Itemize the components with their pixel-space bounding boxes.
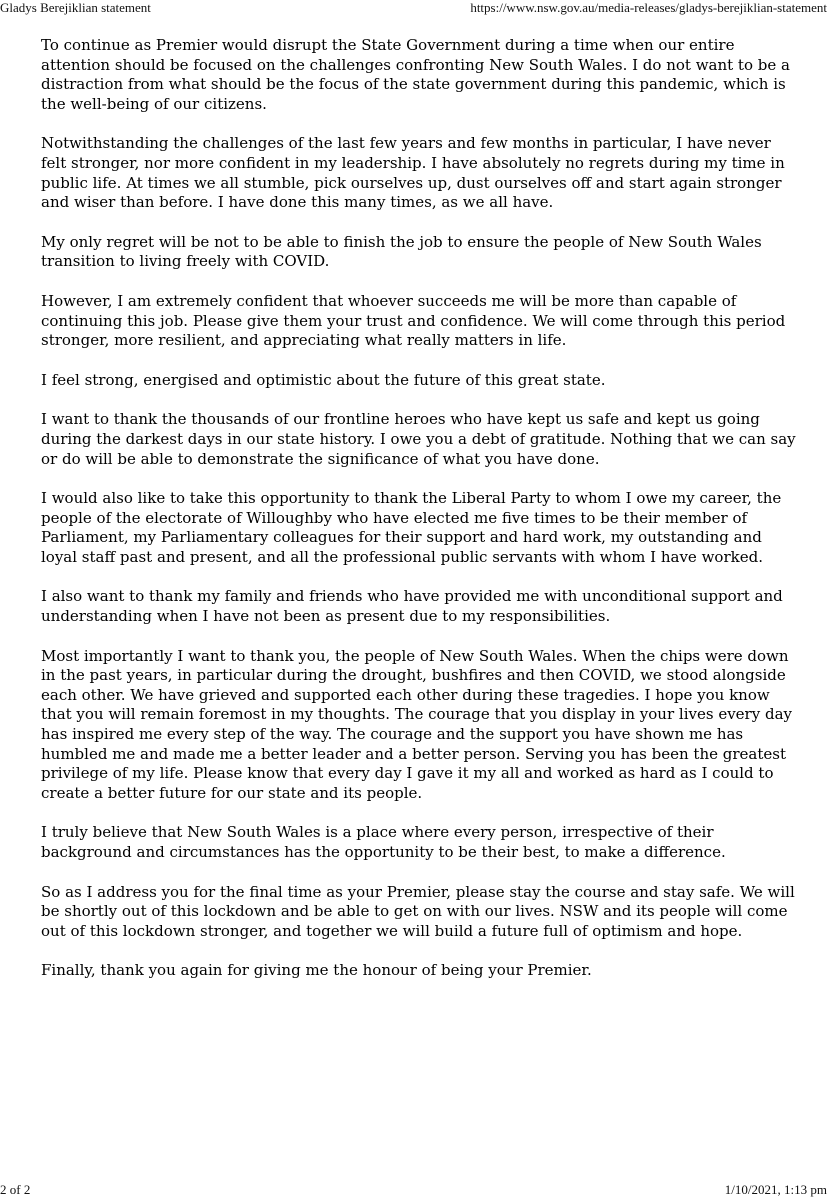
- paragraph: I feel strong, energised and optimistic about the future of this great state.: [41, 370, 606, 389]
- paragraph: To continue as Premier would disrupt the State Government during a time when our entire attention should be focused on the challenges confronting New South Wales. I do not want to be a distraction from what should be the focus of the state government during this pandemic, which is the well-being of our citizens.: [41, 36, 790, 113]
- print-footer: [0, 1182, 827, 1198]
- paragraph: I also want to thank my family and friends who have provided me with unconditional support and understanding when I have not been as present due to my responsibilities.: [41, 587, 783, 626]
- paragraph: Most importantly I want to thank you, the people of New South Wales. When the chips were down in the past years, in particular during the drought, bushfires and then COVID, we stood alongside each other. We have grieved and supported each other during these tragedies. I hope you know that you will remain foremost in my thoughts. The courage that you display in your lives every day has inspired me every step of the way. The courage and the support you have shown me has humbled me and made me a better leader and a better person. Serving you has been the greatest privilege of my life. Please know that every day I gave it my all and worked as hard as I could to create a better future for our state and its people.: [41, 646, 792, 802]
- paragraph: However, I am extremely confident that whoever succeeds me will be more than capable of continuing this job. Please give them your trust and confidence. We will come through this period stronger, more resilient, and appreciating what really matters in life.: [41, 291, 786, 350]
- paragraph: I truly believe that New South Wales is a place where every person, irrespective of their background and circumstances has the opportunity to be their best, to make a difference.: [41, 823, 726, 861]
- paragraph: I would also like to take this opportunity to thank the Liberal Party to whom I owe my career, the people of the electorate of Willoughby who have elected me five times to be their member of Parliament, my Parliamentary colleagues for their support and hard work, my outstanding and loyal staff past and present, and all the professional public servants with whom I have worked.: [41, 489, 782, 566]
- paragraph: My only regret will be not to be able to finish the job to ensure the people of New South Wales transition to living freely with COVID.: [41, 232, 762, 271]
- print-datetime: 1/10/2021, 1:13 pm: [724, 1182, 827, 1197]
- page-number: 2 of 2: [0, 1182, 31, 1197]
- page-url: https://www.nsw.gov.au/media-releases/gladys-berejiklian-statement: [470, 0, 827, 15]
- print-header: [0, 0, 827, 16]
- page-title: Gladys Berejiklian statement: [0, 0, 151, 15]
- paragraph: I want to thank the thousands of our frontline heroes who have kept us safe and kept us going during the darkest days in our state history. I owe you a debt of gratitude. Nothing that we can say or do will be able to demonstrate the significance of what you have done.: [41, 410, 796, 468]
- paragraph: So as I address you for the final time as your Premier, please stay the course and stay safe. We will be shortly out of this lockdown and be able to get on with our lives. NSW and its people will come out of this lockdown stronger, and together we will build a future full of optimism and hope.: [41, 882, 795, 940]
- paragraph: Finally, thank you again for giving me the honour of being your Premier.: [41, 961, 592, 980]
- statement-body: [41, 36, 799, 1001]
- paragraph: Notwithstanding the challenges of the last few years and few months in particular, I have never felt stronger, nor more confident in my leadership. I have absolutely no regrets during my time in public life. At times we all stumble, pick ourselves up, dust ourselves off and start again stronger and wiser than before. I have done this many times, as we all have.: [41, 134, 785, 212]
